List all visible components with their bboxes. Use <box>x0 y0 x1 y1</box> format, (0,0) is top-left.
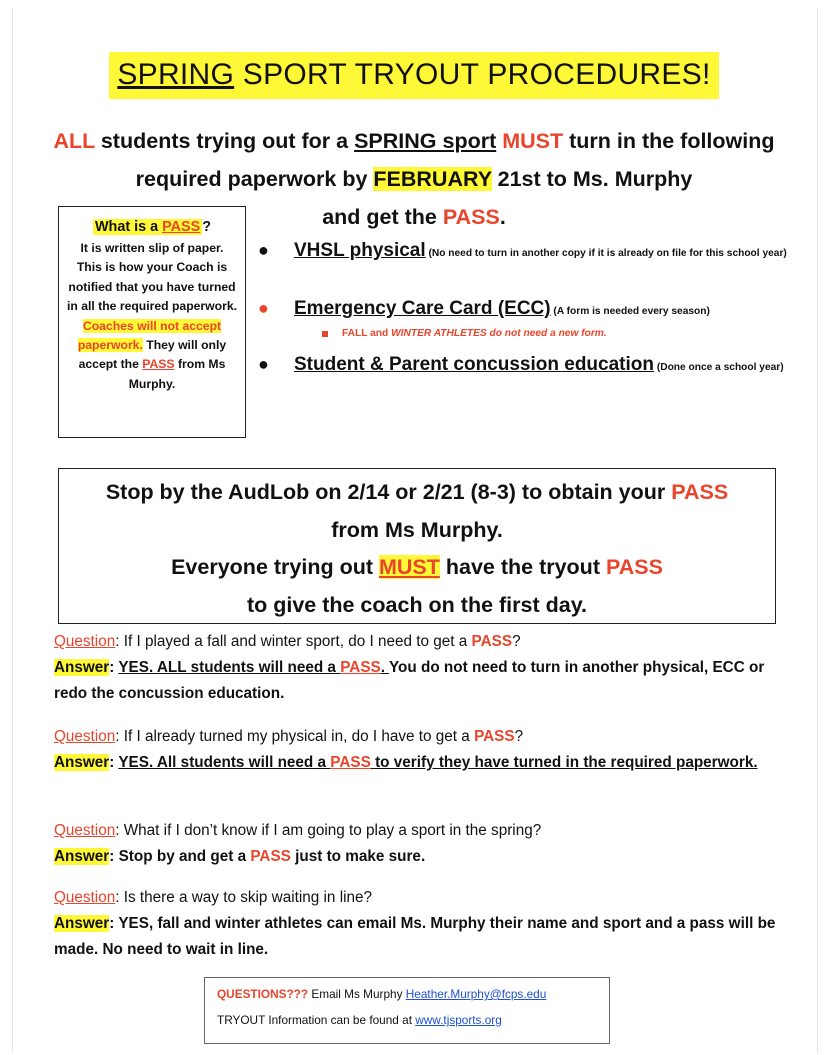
requirement-note: (Done once a school year) <box>654 362 784 373</box>
faq-item <box>54 818 794 870</box>
stop-pass-1: PASS <box>671 480 729 504</box>
square-bullet-icon <box>322 331 328 337</box>
faq-item <box>54 724 794 776</box>
contact-questions: QUESTIONS??? <box>217 987 309 1001</box>
answer-text-1: : Stop by and get a <box>109 848 251 865</box>
bullet-icon: ● <box>258 298 269 318</box>
faq-answer <box>54 750 794 776</box>
website-link[interactable]: www.tjsports.org <box>415 1013 502 1027</box>
contact-box <box>204 977 610 1044</box>
answer-label: Answer <box>54 754 110 771</box>
requirement-title: Emergency Care Card (ECC) <box>294 298 551 319</box>
requirement-item <box>252 298 792 328</box>
answer-underlined-1: YES. All students will need a <box>118 754 331 771</box>
answer-pass: PASS <box>340 659 381 676</box>
question-text: : If I played a fall and winter sport, do I need to get a <box>115 633 472 650</box>
requirement-title: VHSL physical <box>294 240 426 261</box>
sidebox-pass: PASS <box>142 357 175 372</box>
stop-pass-2: PASS <box>605 555 663 579</box>
contact-line-1 <box>217 986 609 1002</box>
question-text: : If I already turned my physical in, do I have to get a <box>115 728 475 745</box>
answer-underlined-2: . <box>380 659 389 676</box>
question-end: ? <box>514 728 524 745</box>
answer-text-2: just to make sure. <box>290 848 426 865</box>
faq-question <box>54 629 794 655</box>
contact-text-2: TRYOUT Information can be found at <box>217 1013 416 1027</box>
answer-pass: PASS <box>250 848 291 865</box>
answer-label: Answer <box>54 659 110 676</box>
faq-question <box>54 724 794 750</box>
answer-label: Answer <box>54 848 110 865</box>
intro-text-5: . <box>499 205 506 229</box>
stop-text-1: Stop by the AudLob on 2/14 or 2/21 (8-3) to obtain your <box>105 480 672 504</box>
intro-text-4: and get the <box>322 205 443 229</box>
title-rest: SPORT TRYOUT PROCEDURES! <box>234 58 711 91</box>
answer-underlined-2: to verify they have turned in the required paperwork. <box>370 754 758 771</box>
stop-must: MUST <box>378 555 440 579</box>
bullet-icon: ● <box>258 354 269 374</box>
intro-text-3: 21st to Ms. Murphy <box>491 167 693 191</box>
what-is-a-pass-box <box>58 206 246 438</box>
question-text: : What if I don’t know if I am going to play a sport in the spring? <box>115 822 542 839</box>
stop-line-2: from Ms Murphy. <box>331 517 503 542</box>
question-label: Question <box>54 889 116 906</box>
sidebox-q-text: What is a <box>94 219 163 235</box>
sidebox-body-text: It is written slip of paper. This is how your Coach is notified that you have turned in all the required paperwork. <box>67 241 237 314</box>
faq-answer <box>54 655 794 707</box>
faq-item <box>54 629 794 707</box>
intro-pass: PASS <box>442 205 500 229</box>
answer-pre: : <box>109 754 119 771</box>
question-text: : Is there a way to skip waiting in line? <box>115 889 373 906</box>
sidebox-question <box>67 216 237 238</box>
requirements-list <box>252 240 792 376</box>
question-pass: PASS <box>471 633 513 650</box>
answer-underlined-1: YES. ALL students will need a <box>118 659 341 676</box>
sidebox-q-pass: PASS <box>162 219 201 235</box>
requirement-item <box>252 354 794 376</box>
stop-by-box <box>58 468 776 624</box>
sidebox-body <box>67 239 237 394</box>
stop-line-4: to give the coach on the first day. <box>246 592 588 617</box>
intro-all: ALL <box>53 129 95 153</box>
subnote-text-2: WINTER ATHLETES do not need a new form. <box>391 328 607 339</box>
contact-line-2 <box>217 1012 609 1028</box>
intro-text-2: turn in the following required paperwork by <box>135 129 775 191</box>
requirement-item <box>252 240 792 298</box>
answer-pass: PASS <box>330 754 371 771</box>
sidebox-text-2: from Ms Murphy. <box>128 357 226 391</box>
answer-rest: You do not need to turn in another physical, ECC or redo the concussion education. <box>54 659 765 702</box>
intro-spring-sport: SPRING sport <box>354 129 497 153</box>
requirement-note: (A form is needed every season) <box>550 306 710 317</box>
page-title <box>109 52 718 99</box>
title-spring: SPRING <box>117 58 235 91</box>
sidebox-warning: Coaches will not accept paperwork. <box>77 318 222 353</box>
email-link[interactable]: Heather.Murphy@fcps.edu <box>405 987 547 1001</box>
faq-item <box>54 885 794 963</box>
faq-answer <box>54 844 794 870</box>
stop-line-3 <box>59 549 775 587</box>
question-label: Question <box>54 822 116 839</box>
bullet-icon: ● <box>258 240 269 260</box>
question-end: ? <box>512 633 521 650</box>
answer-text: : YES, fall and winter athletes can email Ms. Murphy their name and sport and a pass will be made. No need to wait in line. <box>54 915 776 958</box>
stop-text-3b: have the tryout <box>439 555 606 579</box>
faq-answer <box>54 911 794 963</box>
intro-february: FEBRUARY <box>373 167 492 191</box>
contact-text-1: Email Ms Murphy <box>308 987 406 1001</box>
answer-label: Answer <box>54 915 110 932</box>
title-block <box>0 52 828 99</box>
answer-pre: : <box>109 659 119 676</box>
question-pass: PASS <box>474 728 515 745</box>
question-label: Question <box>54 728 116 745</box>
faq-question <box>54 818 794 844</box>
stop-line-1 <box>59 474 775 512</box>
question-label: Question <box>54 633 116 650</box>
requirement-subnote <box>252 328 792 354</box>
subnote-text-1: FALL and <box>342 328 392 339</box>
sidebox-q-end: ? <box>202 219 212 235</box>
requirement-note: (No need to turn in another copy if it is already on file for this school year) <box>425 248 787 259</box>
sidebox-text-1: They will only accept the <box>78 338 227 372</box>
faq-question <box>54 885 794 911</box>
intro-must: MUST <box>496 129 564 153</box>
intro-text-1: students trying out for a <box>94 129 355 153</box>
requirement-title: Student & Parent concussion education <box>294 354 654 375</box>
stop-text-3a: Everyone trying out <box>171 555 379 579</box>
